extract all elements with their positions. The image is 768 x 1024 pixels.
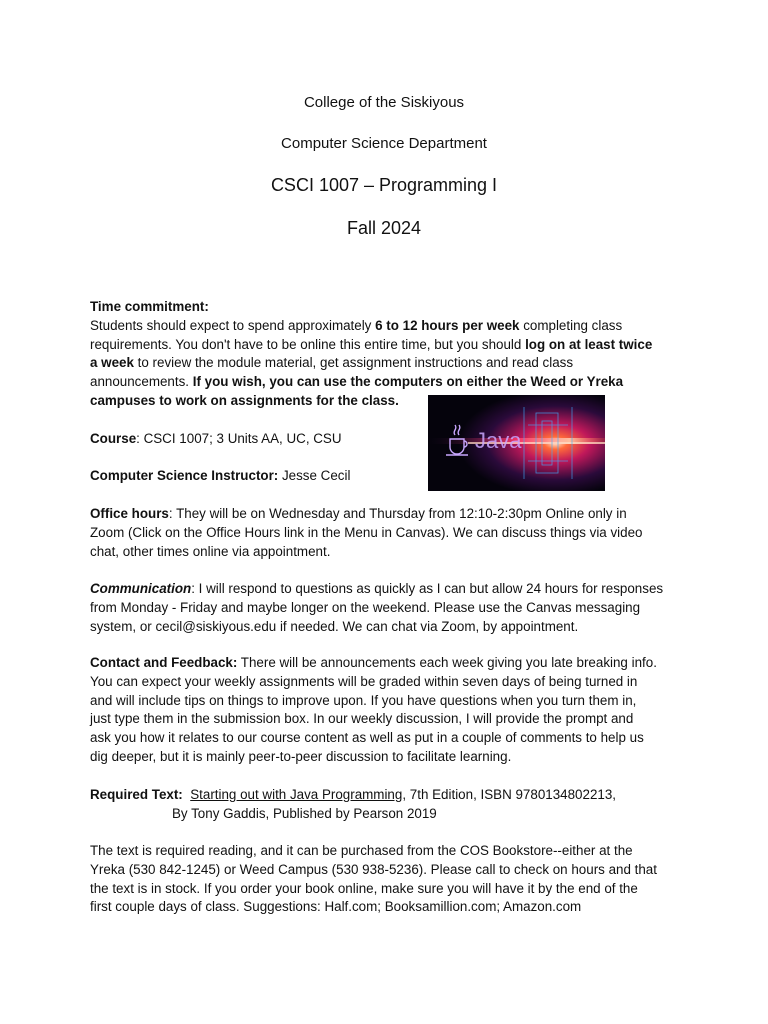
- communication-label: Communication: [90, 581, 192, 596]
- text-run: requirements. You don't have to be online this entire time, but you should: [90, 336, 526, 352]
- contact-feedback-section: [90, 654, 682, 767]
- contact-line: ask you how it relates to our course content as well as put in a couple of comments to help us: [90, 730, 644, 746]
- text-run: to review the module material, get assignment instructions and read class: [133, 355, 574, 371]
- contact-line: You can expect your weekly assignments will be graded within seven days of being turned in: [90, 673, 638, 689]
- communication-line: system, or cecil@siskiyous.edu if needed. We can chat via Zoom, by appointment.: [90, 618, 579, 634]
- java-banner-image: [428, 395, 605, 491]
- emphasis-campus: If you wish, you can use the computers on either the Weed or Yreka: [192, 374, 624, 390]
- book-title-link[interactable]: Starting out with Java Programming: [190, 787, 403, 802]
- emphasis-login: log on at least twice: [525, 336, 653, 352]
- college-name: College of the Siskiyous: [303, 94, 465, 111]
- office-hours-line: chat, other times online via appointment.: [90, 543, 331, 559]
- office-hours-section: [90, 505, 682, 561]
- time-commitment-line: campuses to work on assignments for the class.: [90, 392, 399, 408]
- contact-line: just type them in the submission box. In our weekly discussion, I will provide the prompt and: [90, 711, 634, 727]
- term: Fall 2024: [346, 218, 422, 238]
- communication-section: [90, 580, 682, 636]
- time-commitment-line: [90, 336, 682, 355]
- communication-line: from Monday - Friday and maybe longer on the weekend. Please use the Canvas messaging: [90, 599, 641, 615]
- text-run: completing class: [519, 317, 623, 333]
- java-artwork: [428, 395, 605, 491]
- contact-label: Contact and Feedback:: [90, 655, 238, 670]
- emphasis-hours: 6 to 12 hours per week: [375, 317, 520, 333]
- text-run: : They will be on Wednesday and Thursday from 12:10-2:30pm Online only in: [168, 506, 627, 521]
- book-details: , 7th Edition, ISBN 9780134802213,: [402, 787, 617, 802]
- course-value: : CSCI 1007; 3 Units AA, UC, CSU: [136, 431, 342, 446]
- purchase-line: the text is in stock. If you order your book online, make sure you will have it by the end of the: [90, 880, 638, 896]
- contact-line: dig deeper, but it is mainly peer-to-peer discussion to facilitate learning.: [90, 748, 512, 764]
- text-run: announcements.: [90, 374, 193, 390]
- emphasis-login: a week: [90, 355, 134, 371]
- java-logo-text: Java: [475, 428, 522, 453]
- contact-line: [90, 654, 682, 673]
- purchase-section: [90, 842, 682, 917]
- time-commitment-line: [90, 317, 682, 336]
- purchase-line: first couple days of class. Suggestions: Half.com; Booksamillion.com; Amazon.com: [90, 899, 582, 915]
- text-run: There will be announcements each week giving you late breaking info.: [237, 655, 657, 670]
- time-commitment-heading: Time commitment:: [90, 299, 209, 314]
- course-title: CSCI 1007 – Programming I: [270, 175, 498, 195]
- book-author-line: By Tony Gaddis, Published by Pearson 2019: [172, 805, 437, 821]
- department-name: Computer Science Department: [281, 135, 487, 152]
- required-text-line: [90, 786, 682, 805]
- course-label: Course: [90, 431, 137, 446]
- time-commitment-line: [90, 354, 682, 373]
- text-run: Students should expect to spend approximately: [90, 317, 376, 333]
- purchase-line: Yreka (530 842-1245) or Weed Campus (530 938-5236). Please call to check on hours and that: [90, 861, 657, 877]
- communication-line: [90, 580, 682, 599]
- time-commitment-line: [90, 373, 682, 392]
- contact-line: and will include tips on things to improve upon. If you have questions when you turn them in,: [90, 692, 637, 708]
- required-text-label: Required Text:: [90, 787, 183, 802]
- required-text-section: [90, 786, 682, 824]
- instructor-value: Jesse Cecil: [278, 468, 351, 483]
- purchase-line: The text is required reading, and it can be purchased from the COS Bookstore--either at the: [90, 843, 633, 858]
- time-commitment-section: [90, 298, 682, 411]
- instructor-label: Computer Science Instructor:: [90, 468, 279, 483]
- office-hours-line: [90, 505, 682, 524]
- office-hours-label: Office hours: [90, 506, 169, 521]
- text-run: : I will respond to questions as quickly as I can but allow 24 hours for responses: [191, 581, 664, 596]
- office-hours-line: Zoom (Click on the Office Hours link in the Menu in Canvas). We can discuss things via video: [90, 524, 643, 540]
